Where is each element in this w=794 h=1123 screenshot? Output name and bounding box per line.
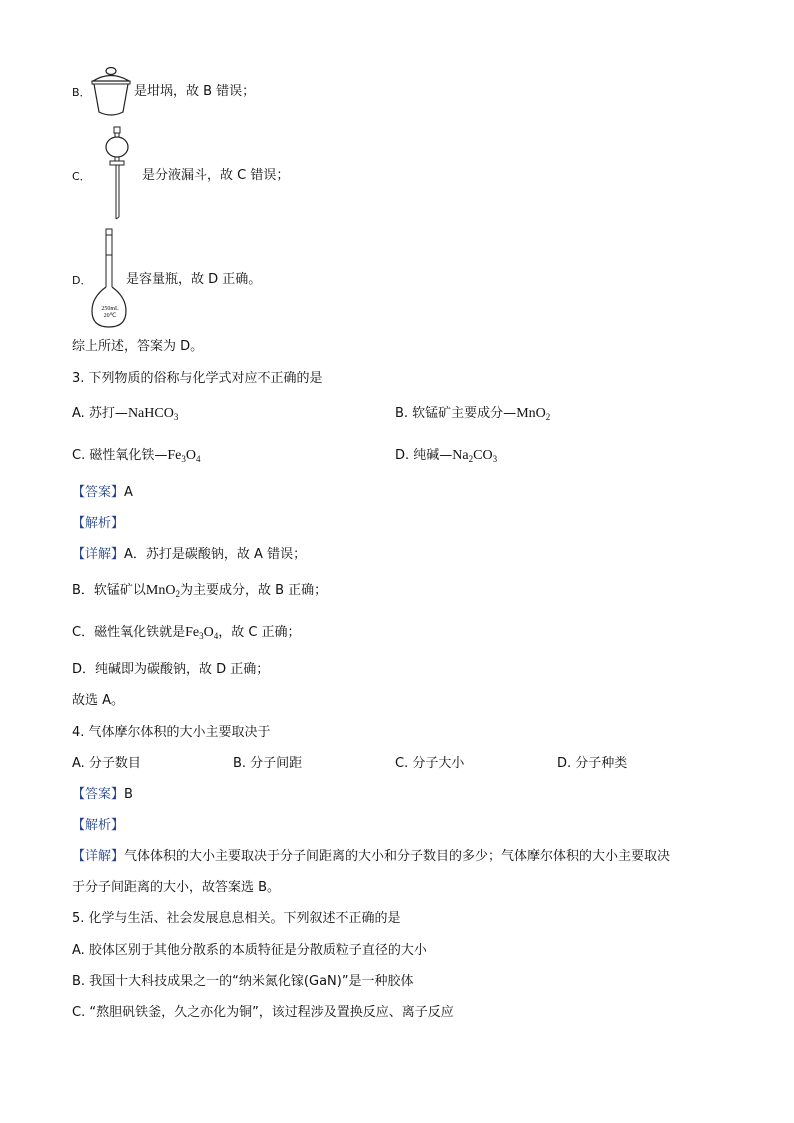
q3-stem: 3. 下列物质的俗称与化学式对应不正确的是 bbox=[72, 371, 323, 386]
q4-analysis-tag: 【解析】 bbox=[72, 818, 125, 833]
q3-detail-b: B．软锰矿以MnO$_2$为主要成分，故 B 正确； bbox=[72, 583, 328, 599]
q5-option-c: C. “熬胆矾铁釜，久之亦化为铜”，该过程涉及置换反应、离子反应 bbox=[72, 1005, 454, 1020]
q5-option-a: A. 胶体区别于其他分散系的本质特征是分散质粒子直径的大小 bbox=[72, 943, 427, 958]
q2-summary: 综上所述，答案为 D。 bbox=[72, 339, 204, 354]
q4-option-d: D. 分子种类 bbox=[557, 756, 628, 771]
q3-answer: 【答案】A bbox=[72, 485, 133, 500]
q4-detail-line1: 【详解】气体体积的大小主要取决于分子间距离的大小和分子数目的多少；气体摩尔体积的大小主要取决 bbox=[72, 849, 671, 864]
flask-volume-label: 250mL bbox=[101, 306, 119, 312]
q3-option-a: A. 苏打—NaHCO$_3$ bbox=[72, 406, 179, 422]
q4-option-c: C. 分子大小 bbox=[395, 756, 465, 771]
q4-stem: 4. 气体摩尔体积的大小主要取决于 bbox=[72, 725, 271, 740]
option-d-text: 是容量瓶，故 D 正确。 bbox=[126, 272, 262, 287]
flask-temperature-label: 20℃ bbox=[103, 313, 117, 319]
option-c-text: 是分液漏斗，故 C 错误； bbox=[142, 168, 290, 183]
q4-option-a: A. 分子数目 bbox=[72, 756, 141, 771]
option-c-letter: C． bbox=[72, 170, 91, 183]
q3-option-c: C. 磁性氧化铁$—Fe_3O_4$ bbox=[72, 448, 201, 464]
q3-detail-d: D．纯碱即为碳酸钠，故 D 正确； bbox=[72, 662, 270, 677]
separatory-funnel-figure bbox=[100, 125, 134, 223]
q5-stem: 5. 化学与生活、社会发展息息相关。下列叙述不正确的是 bbox=[72, 911, 401, 926]
option-b-letter: B． bbox=[72, 86, 91, 99]
option-d-letter: D． bbox=[72, 274, 92, 287]
q5-option-b: B. 我国十大科技成果之一的“纳米氮化镓(GaN)”是一种胶体 bbox=[72, 974, 414, 989]
option-b-text: 是坩埚，故 B 错误； bbox=[134, 84, 256, 99]
q4-option-b: B. 分子间距 bbox=[233, 756, 303, 771]
q3-analysis-tag: 【解析】 bbox=[72, 516, 125, 531]
volumetric-flask-figure bbox=[90, 227, 130, 329]
q4-detail-line2: 于分子间距离的大小，故答案选 B。 bbox=[72, 880, 281, 895]
q3-option-d: D. 纯碱$—Na_2CO_3$ bbox=[395, 448, 498, 464]
q3-conclusion: 故选 A。 bbox=[72, 693, 125, 708]
q3-option-b: B. 软锰矿主要成分—MnO$_2$ bbox=[395, 406, 551, 422]
q3-detail-a: 【详解】A．苏打是碳酸钠，故 A 错误； bbox=[72, 547, 307, 562]
q3-detail-c: C．磁性氧化铁就是$Fe_3O_4$，故 C 正确； bbox=[72, 625, 301, 641]
crucible-figure bbox=[88, 62, 134, 120]
q4-answer: 【答案】B bbox=[72, 787, 133, 802]
